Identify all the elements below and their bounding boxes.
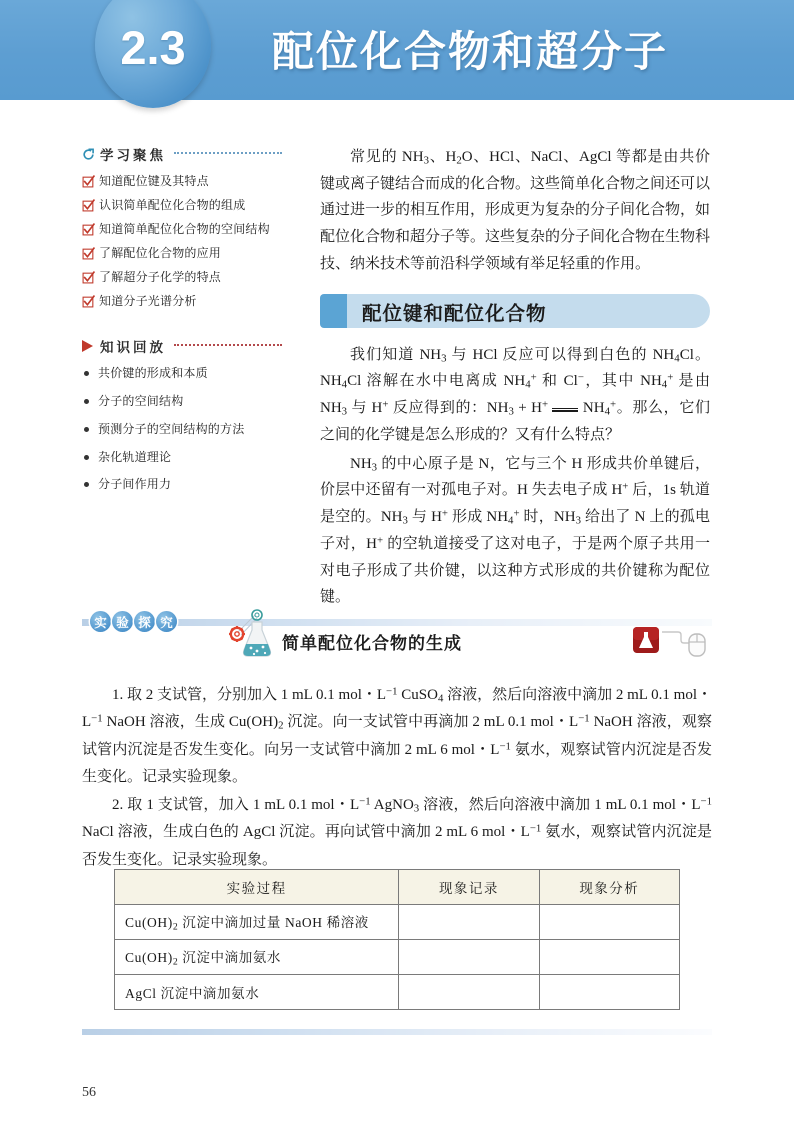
triangle-play-icon	[82, 340, 93, 352]
list-item-label: 预测分子的空间结构的方法	[98, 421, 245, 436]
list-item	[82, 449, 282, 466]
checkbox-checked-icon	[82, 223, 95, 236]
table-cell-process: $Cu(OH)_2$ 沉淀中滴加过量 NaOH 稀溶液	[115, 905, 399, 940]
checkbox-checked-icon	[82, 295, 95, 308]
list-item-label: 杂化轨道理论	[98, 449, 172, 464]
list-item-label: 知道配位键及其特点	[99, 174, 209, 188]
list-item-label: 认识简单配位化合物的组成	[99, 198, 246, 213]
list-item	[82, 365, 282, 382]
list-item	[82, 476, 282, 493]
experiment-step-1: 1. 取 2 支试管，分别加入 1 mL 0.1 mol・$L^{-1}$ CuSO$_4$ 溶液，然后向溶液中滴加 2 mL 0.1 mol・$L^{-1}$ NaOH 溶液，生成 $Cu(OH)_2$ 沉淀。向一支试管中再滴加 2 mL 0.1 mol・$L^{-1}$ NaOH 溶液，观察试管内沉淀是否发生变化。向另一支试管中滴加 2 mL 6 mol・$L^{-1}$ 氨水，观察试管内沉淀是否发生变化。记录实验现象。	[82, 685, 712, 785]
table-cell-record[interactable]	[399, 975, 539, 1010]
bullet-icon	[84, 482, 89, 487]
sidebar	[82, 144, 282, 504]
section-heading-banner	[320, 294, 710, 328]
table-cell-analysis[interactable]	[539, 905, 679, 940]
page-number: 56	[82, 1085, 96, 1100]
digital-resource-mouse-icon[interactable]	[632, 624, 712, 658]
experiment-steps	[82, 682, 712, 875]
dotted-divider	[174, 151, 282, 154]
learning-focus-header	[82, 144, 282, 164]
list-item	[82, 245, 282, 262]
table-cell-analysis[interactable]	[539, 940, 679, 975]
experiment-title: 简单配位化合物的生成	[282, 634, 462, 653]
list-item	[82, 269, 282, 286]
list-item	[82, 293, 282, 310]
table-cell-record[interactable]	[399, 940, 539, 975]
gear-red	[229, 626, 245, 642]
section-heading-label: 配位键和配位化合物	[362, 302, 547, 325]
bullet-icon	[84, 399, 89, 404]
table-cell-analysis[interactable]	[539, 975, 679, 1010]
list-item-label: 知道简单配位化合物的空间结构	[99, 222, 270, 237]
chapter-number: 2.3	[120, 21, 186, 74]
footer-divider-rule	[82, 1029, 712, 1035]
list-item	[82, 173, 282, 190]
refresh-circle-icon	[82, 148, 95, 161]
checkbox-checked-icon	[82, 175, 95, 188]
table-row	[115, 940, 680, 975]
table-cell-record[interactable]	[399, 905, 539, 940]
learning-focus-heading: 学习聚焦	[100, 148, 166, 163]
badge-char: 实	[90, 611, 111, 632]
experiment-table-wrapper	[114, 869, 680, 1010]
list-item	[82, 393, 282, 410]
body-paragraph-1: 我们知道 $NH_3$ 与 HCl 反应可以得到白色的 $NH_4Cl$。$NH_4Cl$ 溶解在水中电离成 $NH_4^+$ 和 Cl−，其中 $NH_4^+$ 是由 $NH_3$ 与 H+ 反应得到的：$NH_3 + H^+$ $NH_4^+$。那么，它们之间的化学键是怎么形成的？又有什么特点？	[320, 346, 711, 443]
bullet-icon	[84, 427, 89, 432]
badge-char: 究	[156, 611, 177, 632]
knowledge-review-heading: 知识回放	[100, 340, 166, 356]
table-cell-process: AgCl 沉淀中滴加氨水	[115, 975, 399, 1010]
list-item-label: 了解超分子化学的特点	[99, 270, 222, 285]
list-item-label: 共价键的形成和本质	[98, 366, 208, 381]
table-cell-process: $Cu(OH)_2$ 沉淀中滴加氨水	[115, 940, 399, 975]
intro-paragraph: 常见的 $NH_3$、$H_2O$、HCl、NaCl、AgCl 等都是由共价键或离子键结合而成的化合物。这些简单化合物之间还可以通过进一步的相互作用，形成更为复杂的分子间化合物，如配位化合物和超分子等。这些复杂的分子间化合物在生物科技、纳米技术等前沿科学领域有举足轻重的作用。	[320, 149, 711, 272]
table-header-cell: 实验过程	[115, 870, 399, 905]
checkbox-checked-icon	[82, 271, 95, 284]
flask-gears-icon	[222, 608, 280, 660]
experiment-step-2: 2. 取 1 支试管，加入 1 mL 0.1 mol・$L^{-1}$ AgNO$_3$ 溶液，然后向溶液中滴加 1 mL 0.1 mol・$L^{-1}$ NaCl 溶液，生成白色的 AgCl 沉淀。再向试管中滴加 2 mL 6 mol・$L^{-1}$ 氨水，观察试管内沉淀是否发生变化。记录实验现象。	[82, 795, 713, 868]
table-header-cell: 现象分析	[539, 870, 679, 905]
list-item-label: 分子的空间结构	[98, 393, 184, 408]
knowledge-review-block	[82, 336, 282, 493]
checkbox-checked-icon	[82, 247, 95, 260]
dotted-divider	[174, 343, 282, 346]
table-header-cell: 现象记录	[399, 870, 539, 905]
bullet-icon	[84, 455, 89, 460]
section-banner-accent-tab	[320, 294, 347, 328]
experiment-header	[82, 608, 712, 668]
main-content-column	[320, 144, 710, 613]
learning-focus-list	[82, 173, 282, 310]
list-item-label: 知道分子光谱分析	[99, 294, 197, 309]
knowledge-review-list	[82, 365, 282, 493]
experiment-badge	[90, 611, 177, 632]
body-paragraph-2: $NH_3$ 的中心原子是 N，它与三个 H 形成共价单键后，价层中还留有一对孤电子对。H 失去电子成 H+ 后，1s 轨道是空的。$NH_3$ 与 H+ 形成 $NH_4^+$ 时，$NH_3$ 给出了 N 上的孤电子对，H+ 的空轨道接受了这对电子，于是两个原子共用一对电子形成了共价键，以这种方式形成的共价键称为配位键。	[320, 455, 711, 606]
badge-char: 验	[112, 611, 133, 632]
table-row	[115, 905, 680, 940]
checkbox-checked-icon	[82, 199, 95, 212]
knowledge-review-header	[82, 336, 282, 356]
list-item-label: 了解配位化合物的应用	[99, 246, 222, 261]
table-row	[115, 975, 680, 1010]
badge-char: 探	[134, 611, 155, 632]
page-title: 配位化合物和超分子	[272, 28, 669, 75]
bullet-icon	[84, 371, 89, 376]
list-item	[82, 197, 282, 214]
experiment-table	[114, 869, 680, 1010]
list-item	[82, 421, 282, 438]
list-item	[82, 221, 282, 238]
table-header-row	[115, 870, 680, 905]
list-item-label: 分子间作用力	[98, 477, 172, 492]
